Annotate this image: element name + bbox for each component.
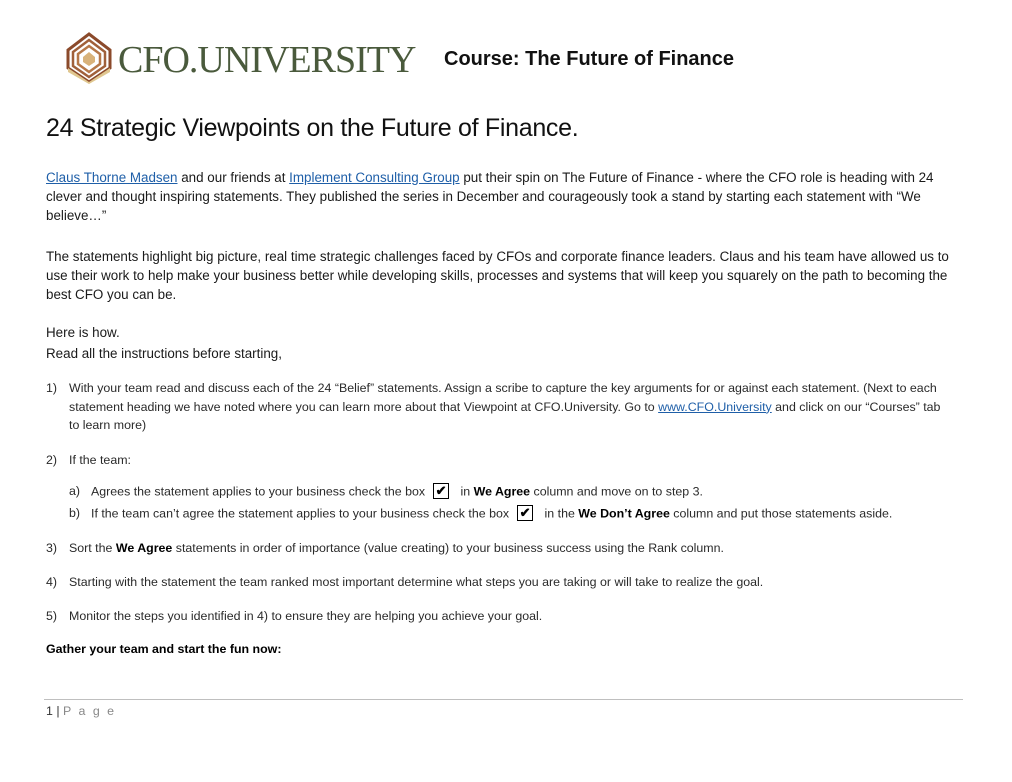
read-instructions: Read all the instructions before starting,: [46, 346, 282, 361]
step-3-post: statements in order of importance (value creating) to your business success using the Rank column.: [172, 541, 724, 555]
footer-separator: |: [52, 704, 64, 718]
substep-text: [91, 506, 892, 522]
substep-letter: b): [69, 506, 81, 520]
course-title: Course: The Future of Finance: [444, 48, 735, 70]
step-number: 3): [46, 541, 58, 555]
we-dont-agree-keyword: We Don’t Agree: [578, 506, 670, 521]
page-footer: [46, 704, 116, 718]
step-text: Monitor the steps you identified in 4) to ensure they are helping you achieve your goal.: [69, 609, 543, 623]
step-4: [46, 573, 946, 593]
step-text: If the team:: [69, 453, 131, 467]
step-1-text-a: With your team read and discuss each of the 24 “Belief” statements. Assign a scribe to capture the key arguments for or against each statement. (Next to each statement heading we have noted where you can learn more about that Viewpoint at CFO.University. Go to: [69, 381, 937, 414]
substep-b-mid: in the: [541, 506, 579, 521]
step-number: 1): [46, 381, 58, 395]
substep-text: [91, 484, 703, 500]
footer-divider: [44, 699, 963, 700]
step-1: [46, 379, 946, 435]
cfo-university-logo: [66, 32, 416, 88]
step-2: [46, 451, 946, 471]
logo-wordmark: CFO.UNIVERSITY: [118, 39, 416, 81]
gather-team-callout: Gather your team and start the fun now:: [46, 642, 282, 656]
substep-a: [69, 484, 869, 504]
page-label: P a g e: [63, 704, 117, 718]
logo-mark-icon: [66, 32, 112, 84]
substep-a-mid: in: [457, 484, 474, 499]
step-number: 5): [46, 609, 58, 623]
step-1-text-b: and click on our “Courses” tab to learn more): [69, 399, 941, 432]
substep-letter: a): [69, 484, 81, 498]
intro-text-2: put their spin on The Future of Finance - where the CFO role is heading with 24 clever and thought inspiring statements. They published the series in December and courageously took a stand by starting each statement with “We believe…”: [46, 170, 934, 223]
implement-consulting-link[interactable]: Implement Consulting Group: [289, 170, 460, 185]
we-agree-keyword: We Agree: [473, 484, 531, 499]
cfo-university-link[interactable]: www.CFO.University: [658, 399, 772, 414]
step-text: [69, 539, 949, 558]
substep-b-pre: If the team can’t agree the statement applies to your business check the box: [91, 506, 510, 521]
document-title: 24 Strategic Viewpoints on the Future of Finance.: [46, 114, 579, 142]
page-number: 1: [46, 704, 53, 718]
we-agree-keyword: We Agree: [115, 541, 173, 555]
step-3: [46, 539, 946, 559]
substep-b: [69, 506, 929, 526]
step-5: [46, 607, 946, 627]
checkmark-box-icon: ✔: [517, 505, 533, 521]
step-number: 2): [46, 453, 58, 467]
step-number: 4): [46, 575, 58, 589]
checkmark-box-icon: ✔: [433, 483, 449, 499]
intro-text-1: and our friends at: [177, 170, 290, 185]
statements-paragraph: The statements highlight big picture, real time strategic challenges faced by CFOs and corporate finance leaders. Claus and his team have allowed us to use their work to help make your business better while developing skills, processes and systems that will keep you squarely on the path to becoming the best CFO you can be.: [46, 249, 949, 302]
here-is-how: Here is how.: [46, 325, 120, 340]
intro-paragraph: [46, 168, 956, 225]
substep-a-post: column and move on to step 3.: [530, 484, 703, 499]
step-text: Starting with the statement the team ranked most important determine what steps you are taking or will take to realize the goal.: [69, 575, 764, 589]
step-3-pre: Sort the: [69, 541, 116, 555]
claus-madsen-link[interactable]: Claus Thorne Madsen: [46, 170, 178, 185]
step-text: [69, 379, 949, 435]
substep-b-post: column and put those statements aside.: [669, 506, 893, 521]
substep-a-pre: Agrees the statement applies to your business check the box: [91, 484, 426, 499]
